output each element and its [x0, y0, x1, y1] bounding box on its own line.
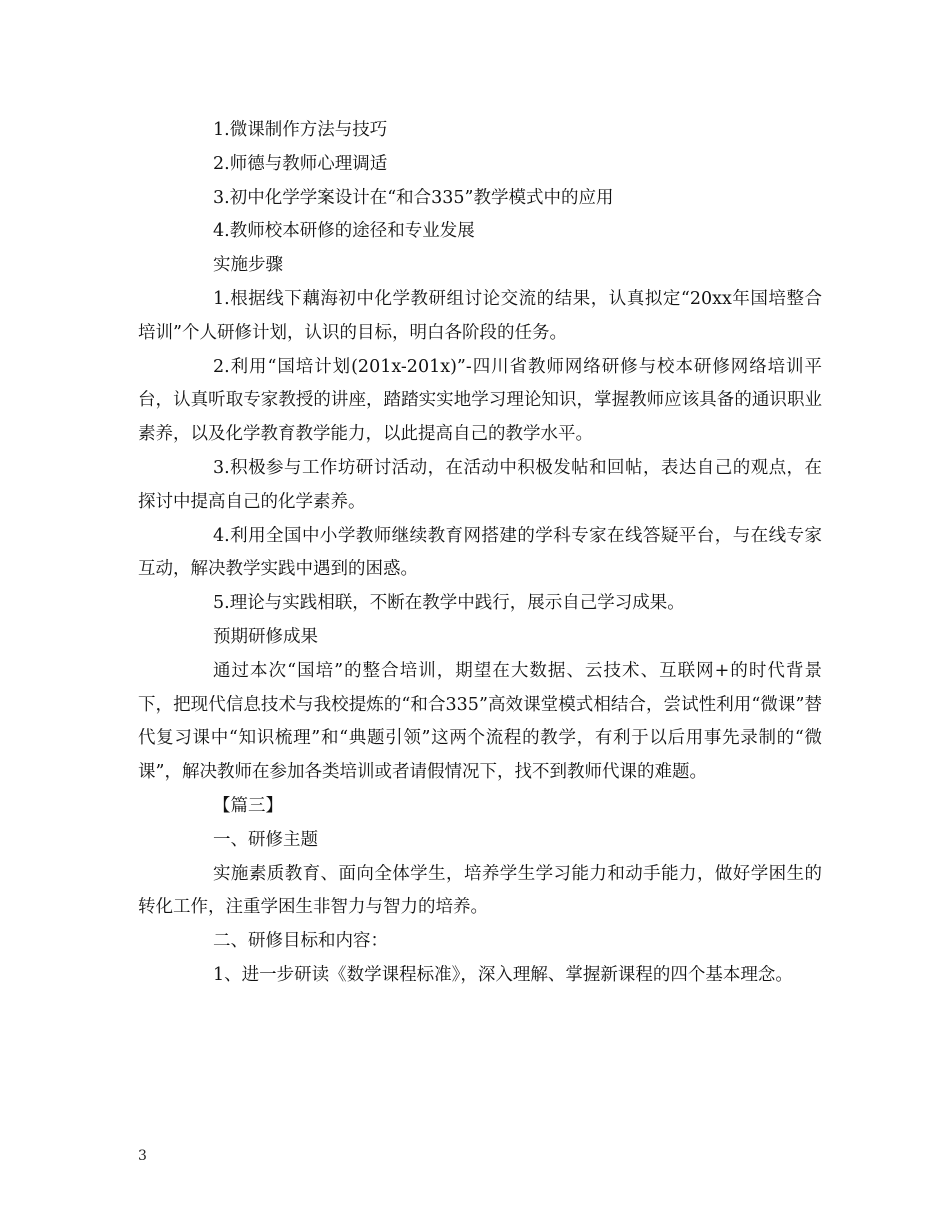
step-paragraph-5: 5.理论与实践相联，不断在教学中践行，展示自己学习成果。 — [213, 593, 685, 614]
list-item-chemistry-design: 3.初中化学学案设计在“和合335”教学模式中的应用 — [213, 187, 614, 208]
section-heading-expected-results: 预期研修成果 — [213, 626, 318, 647]
research-goals-paragraph-1: 1、进一步研读《数学课程标准》，深入理解、掌握新课程的四个基本理念。 — [213, 964, 793, 985]
step-paragraph-3: 3.积极参与工作坊研讨活动，在活动中积极发帖和回帖，表达自己的观点，在探讨中提高自己的化学素养。 — [138, 457, 822, 512]
list-item-micro-course: 1.微课制作方法与技巧 — [213, 120, 388, 140]
research-theme-paragraph: 实施素质教育、面向全体学生，培养学生学习能力和动手能力，做好学困生的转化工作，注重学困生非智力与智力的培养。 — [138, 863, 822, 918]
document-body — [138, 114, 822, 993]
list-item-school-research: 4.教师校本研修的途径和专业发展 — [213, 221, 475, 242]
expected-results-paragraph: 通过本次“国培”的整合培训，期望在大数据、云技术、互联网+的时代背景下，把现代信息技术与我校提炼的“和合335”高效课堂模式相结合，尝试性利用“微课”替代复习课中“知识梳理”和“典题引领”这两个流程的教学，有利于以后用事先录制的“微课”，解决教师在参加各类培训或者请假情况下，找不到教师代课的难题。 — [138, 660, 822, 783]
step-paragraph-4: 4.利用全国中小学教师继续教育网搭建的学科专家在线答疑平台，与在线专家互动，解决教学实践中遇到的困惑。 — [138, 525, 822, 580]
section-heading-implementation: 实施步骤 — [213, 255, 283, 276]
page-number: 3 — [138, 1148, 147, 1164]
step-paragraph-2: 2.利用“国培计划(201x-201x)”-四川省教师网络研修与校本研修网络培训平台，认真听取专家教授的讲座，踏踏实实地学习理论知识，掌握教师应该具备的通识职业素养，以及化学教育教学能力，以此提高自己的教学水平。 — [138, 356, 822, 445]
step-paragraph-1: 1.根据线下藕海初中化学教研组讨论交流的结果，认真拟定“20xx年国培整合培训”个人研修计划，认识的目标，明白各阶段的任务。 — [138, 288, 822, 343]
research-goals-heading: 二、研修目标和内容： — [213, 931, 388, 952]
section-heading-part-three: 【篇三】 — [213, 795, 283, 816]
list-item-teacher-ethics: 2.师德与教师心理调适 — [213, 153, 388, 174]
research-theme-heading: 一、研修主题 — [213, 829, 318, 850]
